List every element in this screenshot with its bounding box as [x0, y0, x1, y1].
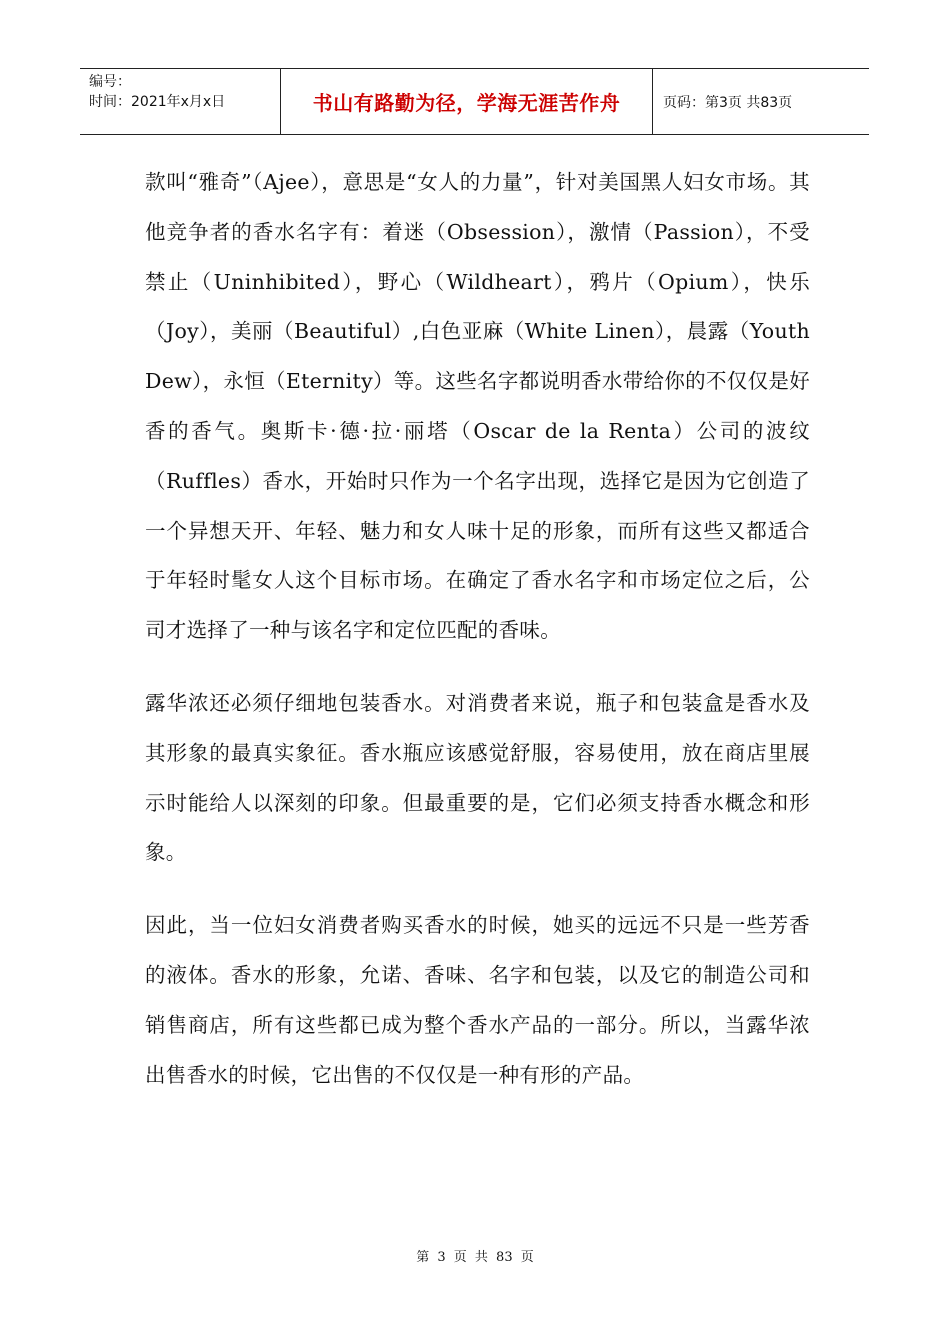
header-page-info: 页码：第3页 共83页	[663, 94, 793, 111]
header-motto-cell	[281, 69, 653, 134]
document-body	[145, 158, 810, 1100]
page-header	[80, 68, 869, 135]
header-motto: 书山有路勤为径，学海无涯苦作舟	[312, 91, 621, 115]
page-footer: 第 3 页 共 83 页	[416, 1250, 534, 1265]
document-number-label: 编号：	[89, 74, 131, 90]
paragraph: 露华浓还必须仔细地包装香水。对消费者来说，瓶子和包装盒是香水及其形象的最真实象征。香水瓶应该感觉舒服，容易使用，放在商店里展示时能给人以深刻的印象。但最重要的是，它们必须支持香水概念和形象。	[145, 690, 810, 865]
header-page-info-cell	[653, 69, 869, 134]
paragraph: 款叫“雅奇”（Ajee），意思是“女人的力量”，针对美国黑人妇女市场。其他竞争者的香水名字有：着迷（Obsession），激情（Passion），不受禁止（Uninhibited），野心（Wildheart），鸦片（Opium），快乐（Joy），美丽（Beautiful）,白色亚麻（White Linen），晨露（Youth Dew），永恒（Eternity）等。这些名字都说明香水带给你的不仅仅是好香的香气。奥斯卡·德·拉·丽塔（Oscar de la Renta）公司的波纹（Ruffles）香水，开始时只作为一个名字出现，选择它是因为它创造了一个异想天开、年轻、魅力和女人味十足的形象，而所有这些又都适合于年轻时髦女人这个目标市场。在确定了香水名字和市场定位之后，公司才选择了一种与该名字和定位匹配的香味。	[145, 170, 810, 643]
paragraph: 因此，当一位妇女消费者购买香水的时候，她买的远远不只是一些芳香的液体。香水的形象，允诺、香味、名字和包装，以及它的制造公司和销售商店，所有这些都已成为整个香水产品的一部分。所以，当露华浓出售香水的时候，它出售的不仅仅是一种有形的产品。	[145, 913, 810, 1087]
document-time: 时间：2021年x月x日	[89, 94, 226, 110]
header-meta	[80, 69, 281, 134]
